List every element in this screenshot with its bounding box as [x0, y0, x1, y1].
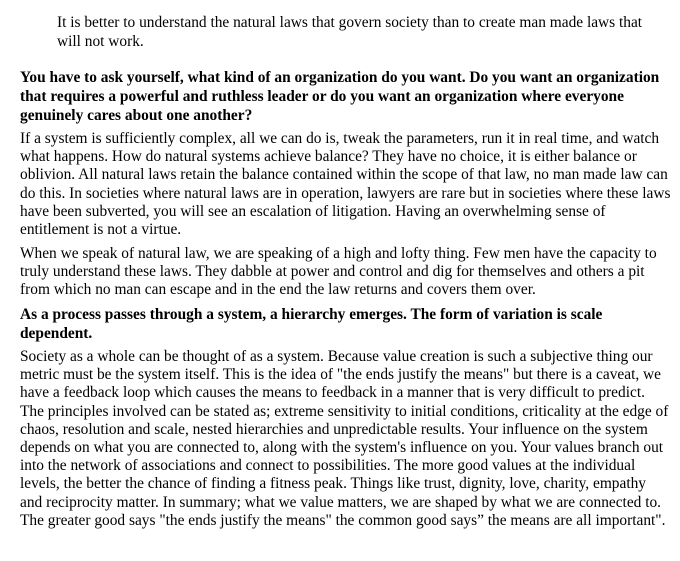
- section-heading-hierarchy: As a process passes through a system, a hierarchy emerges. The form of variation is scale dependent.: [20, 306, 603, 342]
- paragraph-complex-systems: If a system is sufficiently complex, all we can do is, tweak the parameters, run it in real time, and watch what happens. How do natural systems achieve balance? They have no choice, it is either balance or oblivion. All natural laws retain the balance contained within the scope of that law, no man made law can do this. In societies where natural laws are in operation, lawyers are rare but in societies where these laws have been subverted, you will see an escalation of litigation. Having an overwhelming sense of entitlement is not a virtue.: [20, 130, 671, 239]
- block-quote: It is better to understand the natural laws that govern society than to create man made laws that will not work.: [57, 14, 643, 50]
- section-heading-organization: You have to ask yourself, what kind of an organization do you want. Do you want an organization that requires a powerful and ruthless leader or do you want an organization where everyone genuinely cares about one another?: [20, 69, 660, 124]
- paragraph-society-system: Society as a whole can be thought of as a system. Because value creation is such a subjective thing our metric must be the system itself. This is the idea of "the ends justify the means" but there is a caveat, we have a feedback loop which causes the means to feedback in a manner that is very difficult to predict. The principles involved can be stated as; extreme sensitivity to initial conditions, criticality at the edge of chaos, resolution and scale, nested hierarchies and unpredictable results. Your influence on the system depends on what you are connected to, along with the system's influence on you. Your values branch out into the network of associations and connect to possibilities. The more good values at the individual levels, the better the chance of finding a fitness peak. Things like trust, dignity, love, charity, empathy and reciprocity matter. In summary; what we value matters, we are shaped by what we are connected to. The greater good says "the ends justify the means" the common good says” the means are all important".: [20, 348, 669, 529]
- paragraph-natural-law: When we speak of natural law, we are speaking of a high and lofty thing. Few men have the capacity to truly understand these laws. They dabble at power and control and dig for themselves and others a pit from which no man can escape and in the end the law returns and covers them over.: [20, 245, 657, 299]
